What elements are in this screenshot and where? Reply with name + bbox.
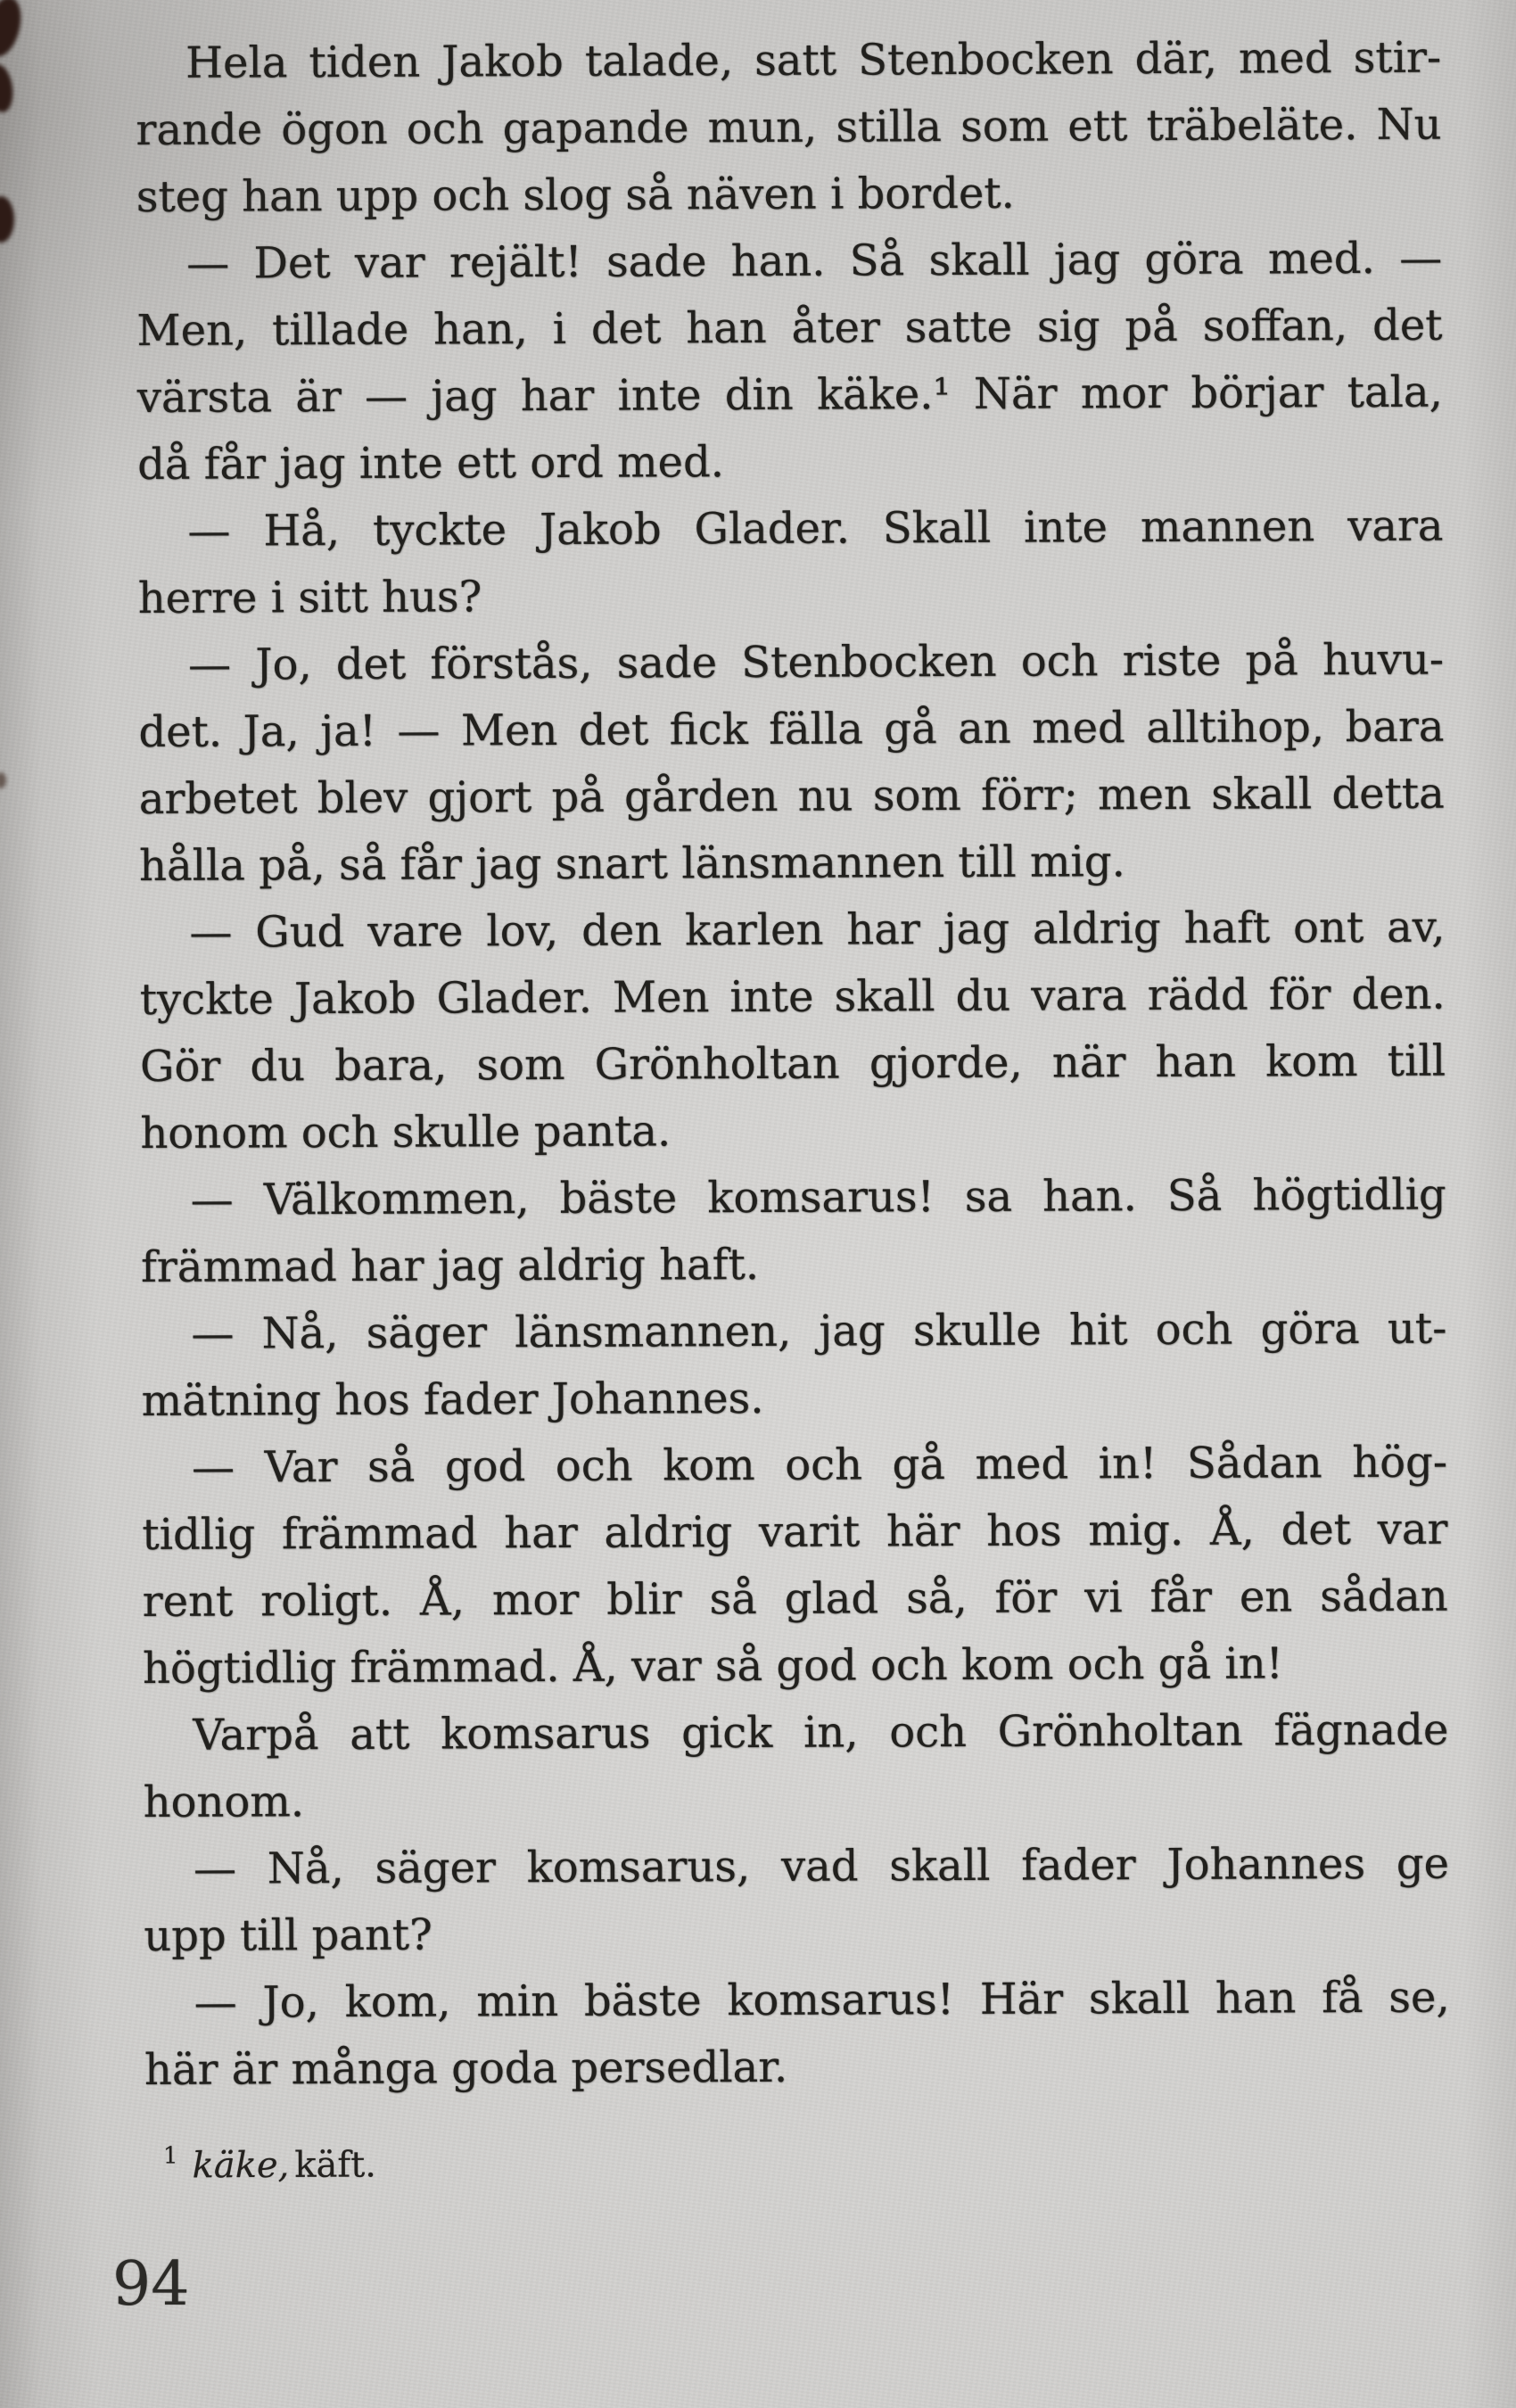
scan-edge-artifact (0, 62, 16, 113)
text-line: honom. (143, 1777, 305, 1827)
text-line: herre i sitt hus? (137, 572, 482, 623)
text-block (136, 25, 1450, 2104)
text-line: — Det var rejält! sade han. Så skall jag göra med. — (186, 233, 1443, 289)
text-line: rent roligt. Å, mor blir så glad så, för vi får en sådan (142, 1571, 1448, 1627)
text-line: tyckte Jakob Glader. Men inte skall du vara rädd för den. (139, 969, 1446, 1025)
scan-edge-artifact (0, 772, 6, 788)
text-line: rande ögon och gapande mun, stilla som ett träbeläte. Nu (136, 99, 1442, 155)
text-line: — Nå, säger komsarus, vad skall fader Johannes ge (193, 1838, 1450, 1894)
text-line: upp till pant? (144, 1909, 433, 1961)
text-line: Hela tiden Jakob talade, satt Stenbocken där, med stir- (185, 32, 1442, 88)
text-line: här är många goda persedlar. (144, 2041, 788, 2095)
text-line: arbetet blev gjort på gården nu som förr; men skall detta (138, 768, 1445, 824)
footnote-definition: käft. (294, 2144, 377, 2186)
text-line: honom och skulle panta. (140, 1106, 671, 1159)
text-line: steg han upp och slog så näven i bordet. (136, 168, 1015, 222)
text-line: hålla på, så får jag snart länsmannen till mig. (138, 837, 1125, 891)
footnote-term: käke, (192, 2144, 290, 2187)
footnote (163, 2132, 376, 2188)
text-line: Varpå att komsarus gick in, och Grönholtan fägnade (193, 1704, 1449, 1761)
scan-edge-artifact (0, 0, 27, 60)
text-line: — Nå, säger länsmannen, jag skulle hit och göra ut- (191, 1303, 1447, 1359)
text-line: Men, tillade han, i det han åter satte sig på soffan, det (136, 300, 1443, 356)
scan-edge-artifact (0, 196, 14, 243)
text-line: värsta är — jag har inte din käke.¹ När mor börjar tala, (136, 367, 1443, 423)
text-line: — Var så god och kom och gå med in! Sådan hög- (191, 1437, 1448, 1493)
text-line: högtidlig främmad. Å, var så god och kom och gå in! (142, 1638, 1284, 1694)
text-line: — Jo, det förstås, sade Stenbocken och riste på huvu- (187, 634, 1445, 690)
text-line: då får jag inte ett ord med. (137, 437, 725, 490)
text-line: — Hå, tyckte Jakob Glader. Skall inte mannen vara (187, 500, 1444, 557)
text-line: tidlig främmad har aldrig varit här hos mig. Å, det var (142, 1504, 1448, 1560)
text-line: mätning hos fader Johannes. (141, 1373, 764, 1426)
footnote-marker: 1 (162, 2142, 178, 2170)
text-line: — Jo, kom, min bäste komsarus! Här skall han få se, (194, 1972, 1450, 2028)
text-line: — Välkommen, bäste komsarus! sa han. Så högtidlig (190, 1169, 1446, 1225)
text-line: det. Ja, ja! — Men det fick fälla gå an med alltihop, bara (138, 701, 1445, 757)
text-line: — Gud vare lov, den karlen har jag aldrig haft ont av, (189, 902, 1446, 958)
page-number: 94 (112, 2249, 190, 2320)
text-line: Gör du bara, som Grönholtan gjorde, när han kom till (139, 1035, 1446, 1092)
text-line: främmad har jag aldrig haft. (140, 1239, 760, 1292)
